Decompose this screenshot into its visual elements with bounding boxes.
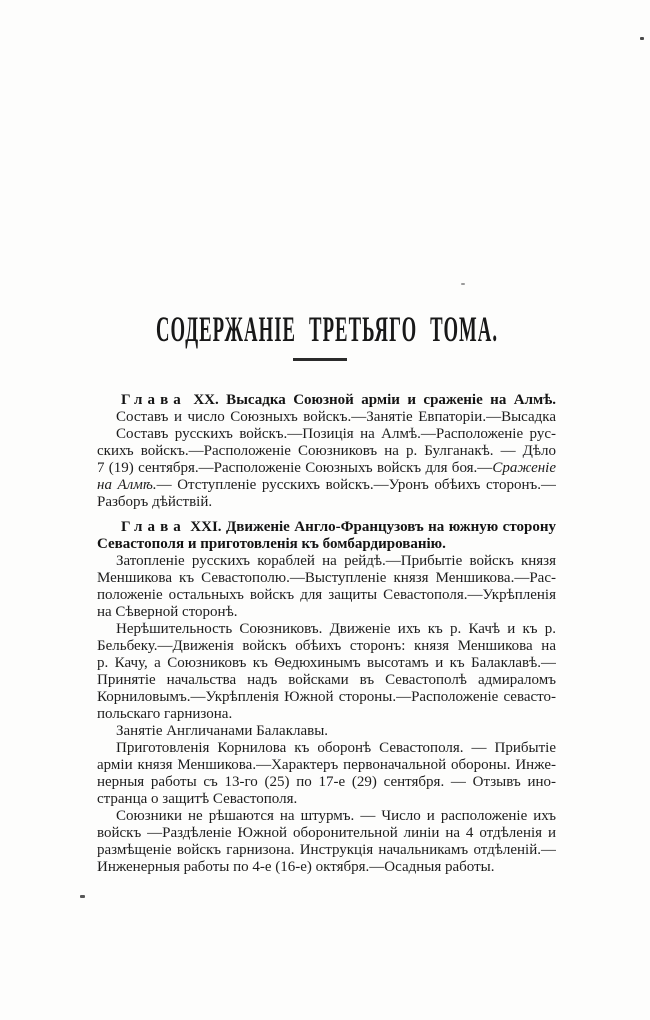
text-segment: на Сѣверной сторонѣ. xyxy=(97,604,238,620)
scan-speck xyxy=(461,283,465,285)
toc-text-line xyxy=(97,409,556,426)
toc-text-line xyxy=(97,825,556,842)
text-segment: Инженерныя работы по 4-е (16-е) октября.—Осадныя работы. xyxy=(97,859,495,875)
scan-speck xyxy=(80,895,85,898)
text-segment: XX. Высадка Союзной арміи и сраженіе на Алмѣ. xyxy=(185,392,556,408)
page-title: СОДЕРЖАНІЕ ТРЕТЬЯГО ТОМА. xyxy=(156,309,499,350)
title-divider-rule xyxy=(293,358,347,361)
text-segment: нерныя работы съ 13-го (25) по 17-е (29) сентября. — Отзывъ ино- xyxy=(97,774,556,790)
text-segment: арміи князя Меншикова.—Характеръ первоначальной обороны. Инже- xyxy=(97,757,556,773)
text-segment: войскъ —Раздѣленіе Южной оборонительной линіи на 4 отдѣленія и xyxy=(97,825,556,841)
toc-text-line xyxy=(97,791,556,808)
chapter-heading-line xyxy=(97,392,556,409)
scan-speck xyxy=(640,37,644,40)
text-segment: Составъ и число Союзныхъ войскъ.—Занятіе Евпаторіи.—Высадка xyxy=(116,409,556,425)
text-segment: Затопленіе русскихъ кораблей на рейдѣ.—Прибытіе войскъ князя xyxy=(116,553,556,569)
toc-text-line xyxy=(97,621,556,638)
toc-text-line xyxy=(97,774,556,791)
text-segment: странца о защитѣ Севастополя. xyxy=(97,791,298,807)
text-segment: Занятіе Англичанами Балаклавы. xyxy=(116,723,329,739)
toc-text-line xyxy=(97,587,556,604)
toc-text-line xyxy=(97,859,556,876)
text-segment: Бельбеку.—Движенія войскъ обѣихъ сторонъ: князя Меншикова на xyxy=(97,638,556,654)
toc-text-line xyxy=(97,604,556,621)
text-segment: Союзники не рѣшаются на штурмъ. — Число и расположеніе ихъ xyxy=(116,808,556,824)
toc-text-line xyxy=(97,494,556,511)
toc-text-line xyxy=(97,638,556,655)
text-segment: Глава xyxy=(121,519,186,535)
toc-text-line xyxy=(97,553,556,570)
text-segment: Принятіе начальства надъ войсками въ Севастополѣ адмираломъ xyxy=(97,672,556,688)
text-segment: Глава xyxy=(121,392,186,408)
text-segment: Разборъ дѣйствій. xyxy=(97,494,213,510)
toc-body xyxy=(97,392,556,876)
toc-text-line xyxy=(97,655,556,672)
toc-text-line xyxy=(97,460,556,477)
text-segment: скихъ войскъ.—Расположеніе Союзниковъ на р. Булганакѣ. — Дѣло xyxy=(97,443,556,459)
text-segment: Корниловымъ.—Укрѣпленія Южной стороны.—Расположеніе севасто- xyxy=(97,689,556,705)
text-segment: размѣщеніе войскъ гарнизона. Инструкція начальникамъ отдѣленій.— xyxy=(97,842,556,858)
text-segment: Приготовленія Корнилова къ оборонѣ Севастополя. — Прибытіе xyxy=(116,740,556,756)
text-segment: р. Качу, а Союзниковъ къ Ѳедюхинымъ высотамъ и къ Балаклавѣ.— xyxy=(97,655,556,671)
toc-text-line xyxy=(97,689,556,706)
text-segment: польскаго гарнизона. xyxy=(97,706,233,722)
toc-text-line xyxy=(97,842,556,859)
toc-text-line xyxy=(97,426,556,443)
text-segment: Составъ русскихъ войскъ.—Позиція на Алмѣ.—Расположеніе рус- xyxy=(116,426,556,442)
text-segment: Меншикова къ Севастополю.—Выступленіе князя Меншикова.—Рас- xyxy=(97,570,556,586)
text-segment: 7 (19) сентября.—Расположеніе Союзныхъ войскъ для боя.— xyxy=(97,460,493,476)
toc-text-line xyxy=(97,570,556,587)
chapter-heading-line xyxy=(97,519,556,536)
text-segment: Нерѣшительность Союзниковъ. Движеніе ихъ къ р. Качѣ и къ р. xyxy=(116,621,556,637)
text-segment: положеніе остальныхъ войскъ для защиты Севастополя.—Укрѣпленія xyxy=(97,587,556,603)
toc-text-line xyxy=(97,672,556,689)
toc-text-line xyxy=(97,443,556,460)
chapter-heading-line xyxy=(97,536,556,553)
toc-text-line xyxy=(97,723,556,740)
toc-text-line xyxy=(97,740,556,757)
toc-text-line xyxy=(97,706,556,723)
text-segment: — Отступленіе русскихъ войскъ.—Уронъ обѣихъ сторонъ.— xyxy=(156,477,556,493)
toc-text-line xyxy=(97,477,556,494)
text-segment: Сраженіе xyxy=(492,460,556,476)
text-segment: Севастополя и приготовленія къ бомбардированію. xyxy=(97,536,446,552)
text-segment: на Алмѣ. xyxy=(97,477,157,493)
toc-text-line xyxy=(97,757,556,774)
toc-text-line xyxy=(97,808,556,825)
text-segment: XXI. Движеніе Англо-Французовъ на южную сторону xyxy=(185,519,556,535)
